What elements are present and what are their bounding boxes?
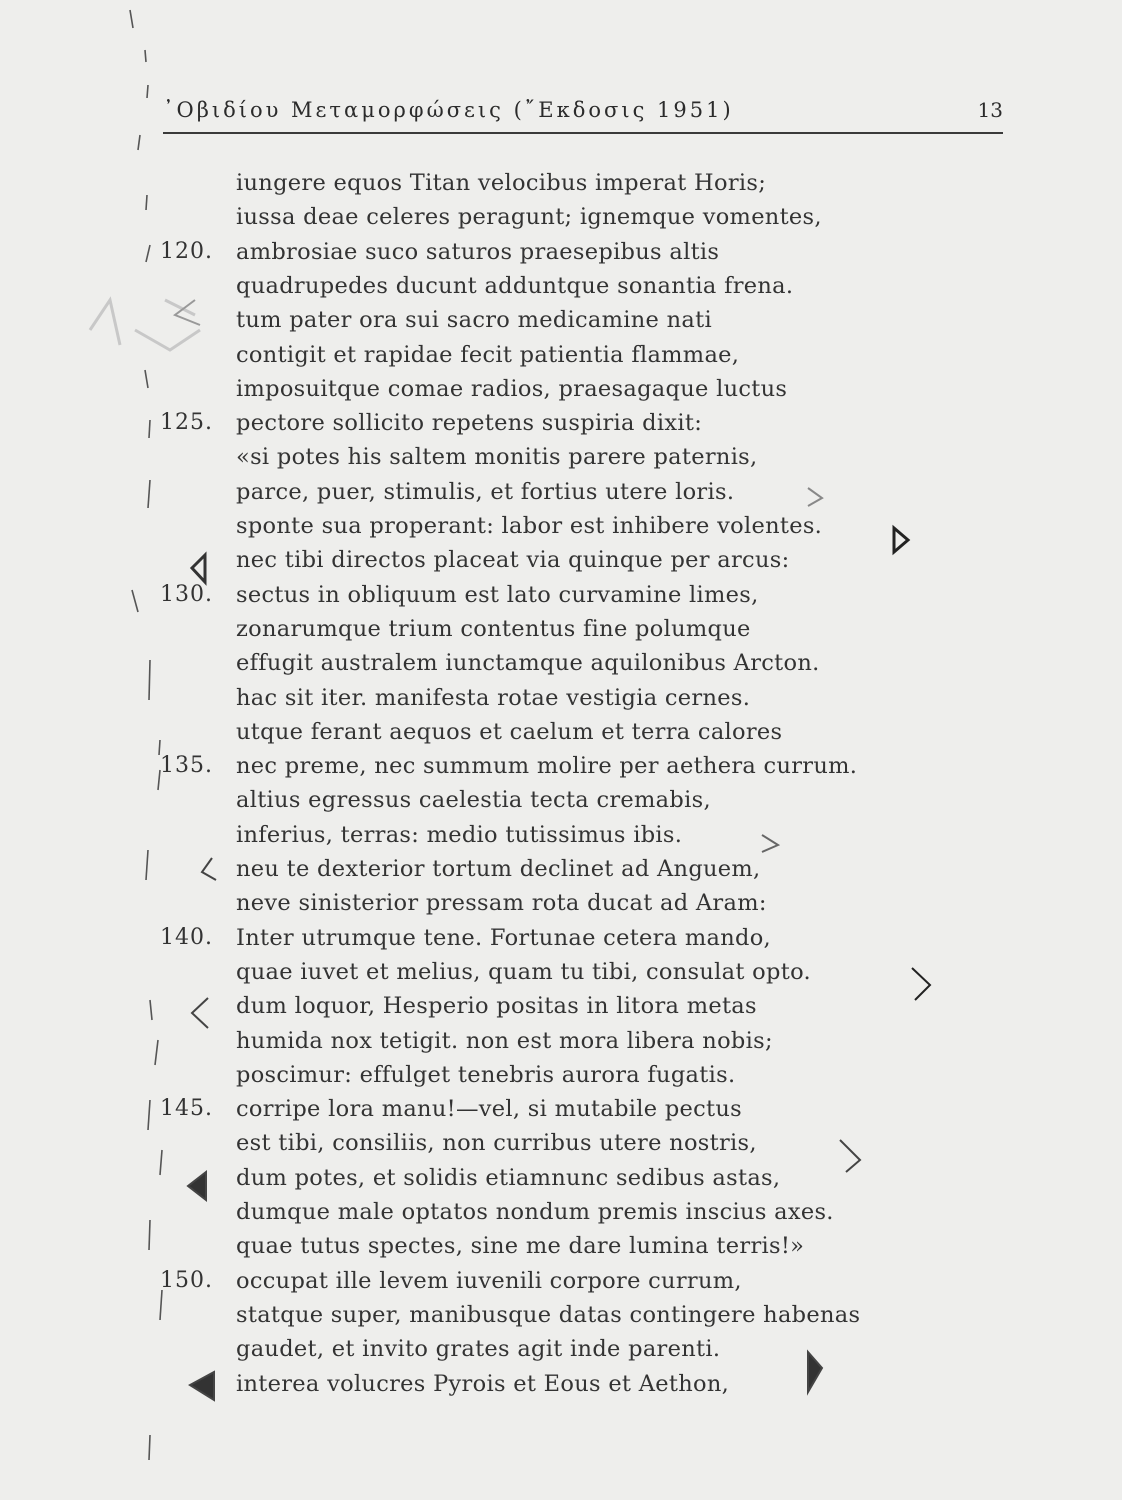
verse-line — [0, 751, 1122, 785]
line-number: 140. — [160, 924, 213, 950]
verse-text: zonarumque trium contentus fine polumque — [236, 615, 751, 642]
verse-text: statque super, manibusque datas contingere habenas — [236, 1301, 861, 1328]
verse-text: contigit et rapidae fecit patientia flammae, — [236, 341, 740, 368]
verse-text: poscimur: effulget tenebris aurora fugatis. — [236, 1061, 736, 1088]
line-number: 145. — [160, 1096, 213, 1122]
verse-line — [0, 1197, 1122, 1231]
verse-line — [0, 1369, 1122, 1403]
verse-text: sectus in obliquum est lato curvamine limes, — [236, 581, 759, 608]
verse-line — [0, 614, 1122, 648]
verse-line — [0, 1163, 1122, 1197]
verse-line — [0, 1266, 1122, 1300]
verse-line — [0, 168, 1122, 202]
line-number: 150. — [160, 1267, 213, 1293]
running-title: ᾿Οβιδίου Μεταμορφώσεις (῎Εκδοσις 1951) — [163, 98, 734, 122]
verse-text: gaudet, et invito grates agit inde parenti. — [236, 1336, 721, 1363]
verse-text: quadrupedes ducunt adduntque sonantia frena. — [236, 272, 794, 299]
verse-text: humida nox tetigit. non est mora libera nobis; — [236, 1027, 773, 1054]
line-number: 130. — [160, 581, 213, 607]
line-number: 120. — [160, 238, 213, 264]
verse-text: ambrosiae suco saturos praesepibus altis — [236, 238, 720, 265]
verse-text: dumque male optatos nondum premis inscius axes. — [236, 1199, 834, 1225]
verse-line — [0, 580, 1122, 614]
verse-text: imposuitque comae radios, praesagaque luctus — [236, 375, 788, 402]
verse-text: iussa deae celeres peragunt; ignemque vomentes, — [236, 204, 822, 231]
verse-line — [0, 237, 1122, 271]
verse-line — [0, 340, 1122, 374]
line-number: 135. — [160, 753, 213, 779]
verse-text: Inter utrumque tene. Fortunae cetera mando, — [236, 924, 772, 951]
verse-line — [0, 888, 1122, 922]
verse-text: nec preme, nec summum molire per aethera currum. — [236, 753, 858, 780]
verse-text: interea volucres Pyrois et Eous et Aethon, — [236, 1370, 730, 1397]
verse-text: dum potes, et solidis etiamnunc sedibus astas, — [236, 1164, 781, 1191]
verse-text: effugit australem iunctamque aquilonibus Arcton. — [236, 650, 820, 677]
verse-text: altius egressus caelestia tecta cremabis, — [236, 787, 711, 814]
verse-line — [0, 991, 1122, 1025]
verse-line — [0, 1300, 1122, 1334]
page-number: 13 — [977, 98, 1003, 122]
verse-line — [0, 477, 1122, 511]
verse-line — [0, 545, 1122, 579]
verse-line — [0, 1026, 1122, 1060]
verse-line — [0, 1094, 1122, 1128]
verse-text: est tibi, consiliis, non curribus utere nostris, — [236, 1130, 757, 1157]
page-header — [163, 92, 1003, 134]
verse-text: corripe lora manu!—vel, si mutabile pectus — [236, 1096, 743, 1123]
verse-line — [0, 854, 1122, 888]
verse-text: utque ferant aequos et caelum et terra calores — [236, 718, 783, 745]
verse-line — [0, 511, 1122, 545]
verse-line — [0, 442, 1122, 476]
verse-text: parce, puer, stimulis, et fortius utere loris. — [236, 478, 735, 505]
verse-line — [0, 408, 1122, 442]
verse-text: dum loquor, Hesperio positas in litora metas — [236, 993, 757, 1020]
verse-line — [0, 1060, 1122, 1094]
verse-line — [0, 1128, 1122, 1162]
verse-text: nec tibi directos placeat via quinque per arcus: — [236, 547, 790, 574]
verse-line — [0, 820, 1122, 854]
verse-text: neu te dexterior tortum declinet ad Anguem, — [236, 856, 761, 882]
verse-line — [0, 202, 1122, 236]
verse-text: pectore sollicito repetens suspiria dixit: — [236, 410, 703, 437]
verse-text: sponte sua properant: labor est inhibere volentes. — [236, 513, 823, 539]
verse-line — [0, 374, 1122, 408]
verse-line — [0, 271, 1122, 305]
verse-text: «si potes his saltem monitis parere paternis, — [236, 444, 758, 471]
verse-line — [0, 1334, 1122, 1368]
verse-line — [0, 957, 1122, 991]
verse-text: tum pater ora sui sacro medicamine nati — [236, 307, 712, 334]
verse-line — [0, 923, 1122, 957]
verse-line — [0, 785, 1122, 819]
verse-text: neve sinisterior pressam rota ducat ad Aram: — [236, 890, 767, 917]
verse-text: hac sit iter. manifesta rotae vestigia cernes. — [236, 684, 751, 711]
line-number: 125. — [160, 410, 213, 436]
verse-text: quae iuvet et melius, quam tu tibi, consulat opto. — [236, 958, 811, 985]
verse-line — [0, 1231, 1122, 1265]
verse-text: iungere equos Titan velocibus imperat Horis; — [236, 170, 767, 196]
verse-line — [0, 648, 1122, 682]
verse-line — [0, 683, 1122, 717]
verse-line — [0, 305, 1122, 339]
verse-text: inferius, terras: medio tutissimus ibis. — [236, 821, 683, 848]
verse-line — [0, 717, 1122, 751]
verse-text: occupat ille levem iuvenili corpore currum, — [236, 1267, 742, 1294]
verse-text: quae tutus spectes, sine me dare lumina terris!» — [236, 1233, 805, 1260]
